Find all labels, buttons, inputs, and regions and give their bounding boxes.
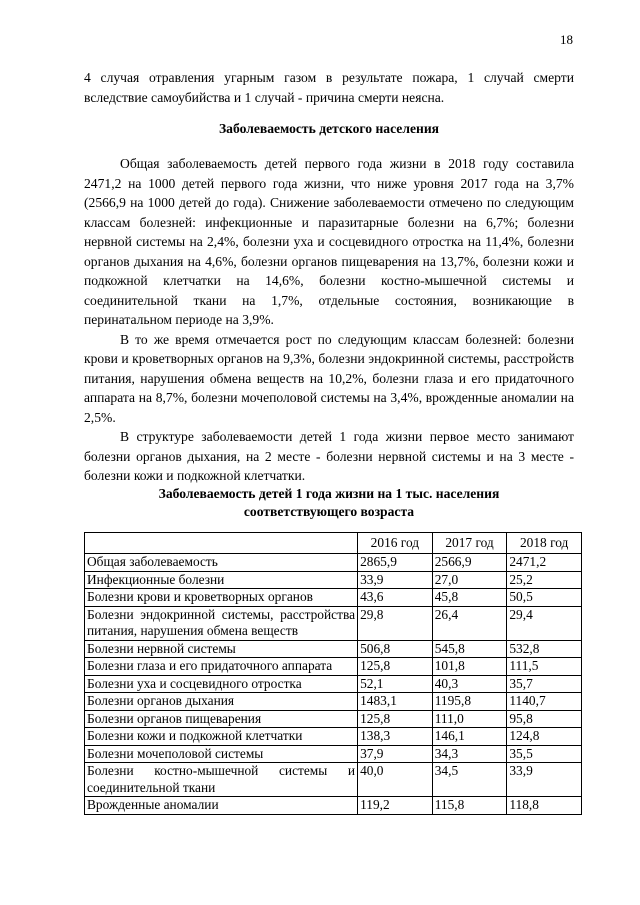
row-value-2018: 35,7 — [507, 675, 582, 693]
table-row — [85, 693, 582, 711]
row-name-cell: Болезни мочеполовой системы — [85, 745, 358, 763]
row-value-2017: 146,1 — [432, 728, 507, 746]
row-name-cell: Болезни костно-мышечной системы и соединительной ткани — [85, 763, 358, 797]
row-name-cell: Болезни эндокринной системы, расстройства питания, нарушения обмена веществ — [85, 606, 358, 640]
table-row — [85, 606, 582, 640]
row-value-2016: 33,9 — [358, 571, 433, 589]
body-text — [84, 154, 574, 486]
row-value-2018: 33,9 — [507, 763, 582, 797]
row-name-cell: Болезни органов пищеварения — [85, 710, 358, 728]
table-row — [85, 745, 582, 763]
page-number: 18 — [560, 32, 573, 47]
row-value-2018: 124,8 — [507, 728, 582, 746]
table-row — [85, 571, 582, 589]
row-value-2017: 45,8 — [432, 589, 507, 607]
row-value-2016: 52,1 — [358, 675, 433, 693]
table-title-line: соответствующего возраста — [243, 504, 415, 519]
table-row — [85, 554, 582, 572]
row-value-2016: 125,8 — [358, 710, 433, 728]
row-value-2016: 1483,1 — [358, 693, 433, 711]
table-row — [85, 728, 582, 746]
header-cell-2016: 2016 год — [358, 533, 433, 554]
row-name-cell: Болезни глаза и его придаточного аппарата — [85, 658, 358, 676]
row-name-cell: Болезни уха и сосцевидного отростка — [85, 675, 358, 693]
row-value-2017: 26,4 — [432, 606, 507, 640]
table-title — [84, 485, 574, 521]
row-name-cell: Врожденные аномалии — [85, 797, 358, 815]
table-row — [85, 589, 582, 607]
row-name-cell: Болезни нервной системы — [85, 640, 358, 658]
row-value-2017: 27,0 — [432, 571, 507, 589]
row-value-2018: 532,8 — [507, 640, 582, 658]
row-value-2017: 34,5 — [432, 763, 507, 797]
row-value-2016: 29,8 — [358, 606, 433, 640]
morbidity-table — [84, 532, 582, 815]
row-name-cell: Болезни органов дыхания — [85, 693, 358, 711]
row-value-2017: 34,3 — [432, 745, 507, 763]
header-cell-2017: 2017 год — [432, 533, 507, 554]
table-row — [85, 658, 582, 676]
row-value-2016: 138,3 — [358, 728, 433, 746]
row-value-2016: 119,2 — [358, 797, 433, 815]
row-value-2018: 50,5 — [507, 589, 582, 607]
table-header-row — [85, 533, 582, 554]
row-value-2017: 115,8 — [432, 797, 507, 815]
intro-paragraph — [84, 68, 574, 107]
row-value-2016: 125,8 — [358, 658, 433, 676]
paragraph: В то же время отмечается рост по следующим классам болезней: болезни крови и кроветворных органов на 9,3%, болезни эндокринной системы, расстройств питания, нарушения обмена веществ на 10,2%, болезни глаза и его придаточного аппарата на 8,7%, болезни мочеполовой системы на 3,4%, врожденные аномалии на 2,5%. — [84, 331, 574, 425]
paragraph: Общая заболеваемость детей первого года жизни в 2018 году составила 2471,2 на 1000 детей первого года жизни, что ниже уровня 2017 года на 3,7% (2566,9 на 1000 детей до года). Снижение заболеваемости отмечено по следующим классам болезней: инфекционные и паразитарные болезни на 6,7%; болезни нервной системы на 2,4%, болезни уха и сосцевидного отростка на 11,4%, болезни органов дыхания на 4,6%, болезни органов пищеварения на 13,7%, болезни кожи и подкожной клетчатки на 14,6%, болезни костно-мышечной системы и соединительной ткани на 1,7%, отдельные состояния, возникающие в перинатальном периоде на 3,9%. — [84, 156, 574, 327]
row-value-2016: 40,0 — [358, 763, 433, 797]
row-value-2018: 95,8 — [507, 710, 582, 728]
table-row — [85, 675, 582, 693]
row-value-2017: 1195,8 — [432, 693, 507, 711]
row-value-2017: 111,0 — [432, 710, 507, 728]
row-value-2017: 101,8 — [432, 658, 507, 676]
table-row — [85, 763, 582, 797]
row-name-cell: Болезни кожи и подкожной клетчатки — [85, 728, 358, 746]
row-value-2017: 40,3 — [432, 675, 507, 693]
row-name-cell: Инфекционные болезни — [85, 571, 358, 589]
row-name-cell: Общая заболеваемость — [85, 554, 358, 572]
table-title-line: Заболеваемость детей 1 года жизни на 1 тыс. населения — [158, 486, 500, 501]
row-value-2017: 545,8 — [432, 640, 507, 658]
row-value-2016: 37,9 — [358, 745, 433, 763]
row-value-2016: 2865,9 — [358, 554, 433, 572]
row-value-2018: 2471,2 — [507, 554, 582, 572]
section-title: Заболеваемость детского населения — [218, 121, 440, 136]
table-row — [85, 797, 582, 815]
row-value-2018: 111,5 — [507, 658, 582, 676]
header-cell-blank — [85, 533, 358, 554]
row-value-2018: 118,8 — [507, 797, 582, 815]
row-value-2016: 506,8 — [358, 640, 433, 658]
row-value-2018: 25,2 — [507, 571, 582, 589]
row-value-2018: 29,4 — [507, 606, 582, 640]
row-value-2018: 35,5 — [507, 745, 582, 763]
table-row — [85, 710, 582, 728]
row-name-cell: Болезни крови и кроветворных органов — [85, 589, 358, 607]
row-value-2017: 2566,9 — [432, 554, 507, 572]
header-cell-2018: 2018 год — [507, 533, 582, 554]
row-value-2018: 1140,7 — [507, 693, 582, 711]
paragraph: В структуре заболеваемости детей 1 года жизни первое место занимают болезни органов дыхания, на 2 месте - болезни нервной системы и на 3 месте - болезни кожи и подкожной клетчатки. — [84, 429, 574, 483]
intro-text: 4 случая отравления угарным газом в результате пожара, 1 случай смерти вследствие самоубийства и 1 случай - причина смерти неясна. — [84, 70, 574, 105]
row-value-2016: 43,6 — [358, 589, 433, 607]
table-row — [85, 640, 582, 658]
